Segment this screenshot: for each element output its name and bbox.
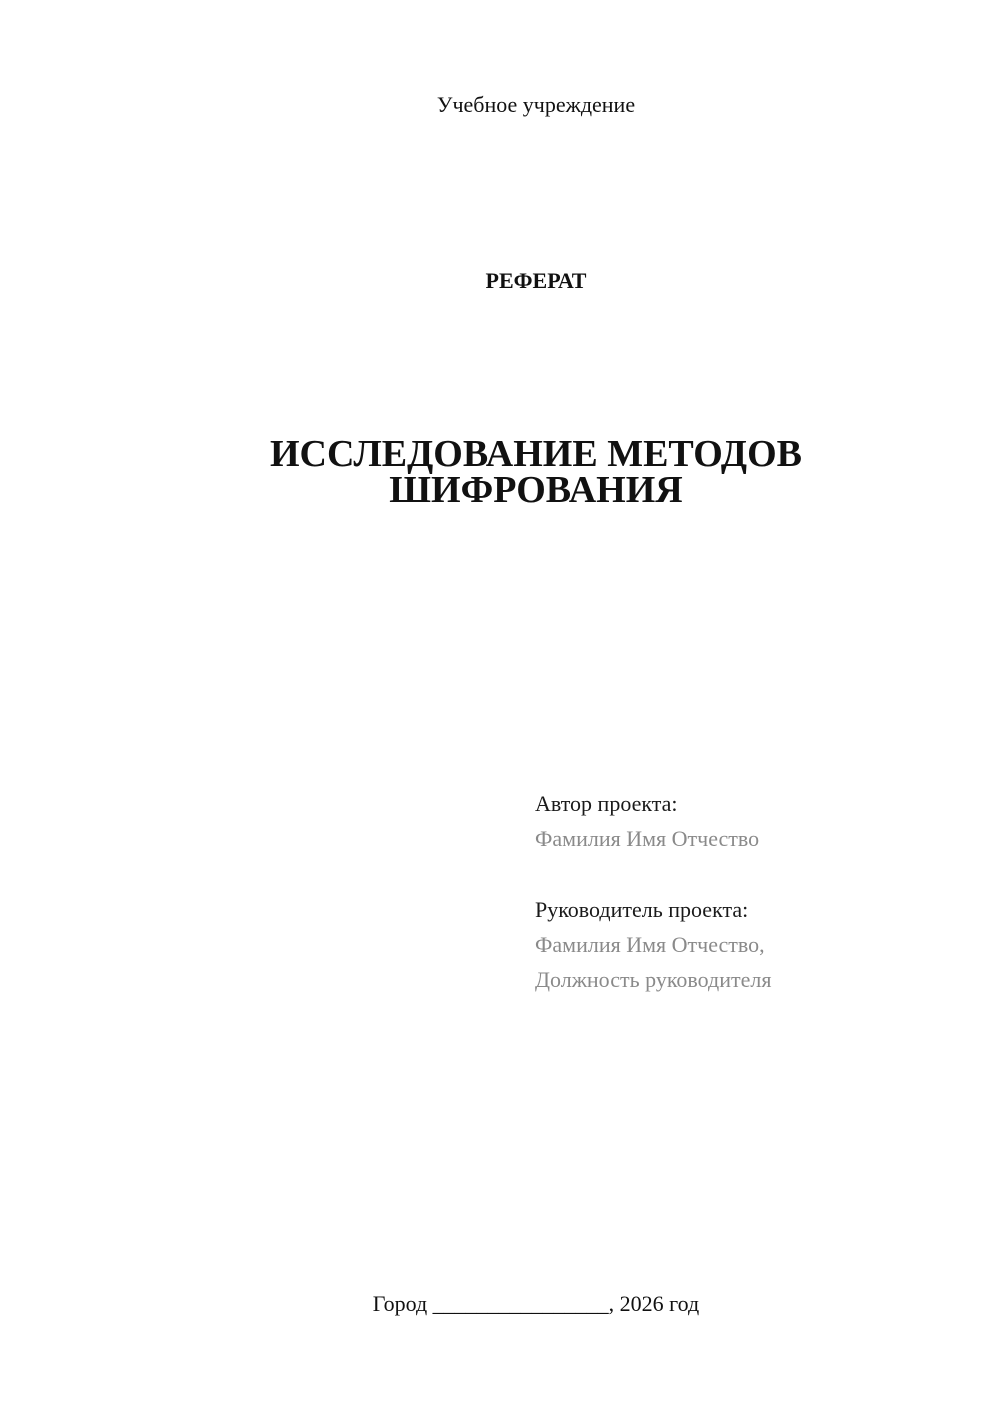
supervisor-name: Фамилия Имя Отчество, — [535, 932, 765, 957]
document-title-line-2: ШИФРОВАНИЯ — [389, 469, 683, 511]
supervisor-position: Должность руководителя — [535, 967, 772, 992]
city-year-line: Город ________________, 2026 год — [372, 1291, 700, 1316]
supervisor-block — [535, 892, 975, 997]
document-title — [0, 433, 1000, 511]
institution-name: Учебное учреждение — [436, 92, 636, 117]
author-name: Фамилия Имя Отчество — [535, 826, 760, 851]
author-block — [535, 786, 975, 856]
document-type: РЕФЕРАТ — [485, 268, 587, 293]
document-title-line-1: ИССЛЕДОВАНИЕ МЕТОДОВ — [270, 433, 802, 475]
supervisor-label: Руководитель проекта: — [535, 897, 749, 922]
author-label: Автор проекта: — [535, 791, 678, 816]
